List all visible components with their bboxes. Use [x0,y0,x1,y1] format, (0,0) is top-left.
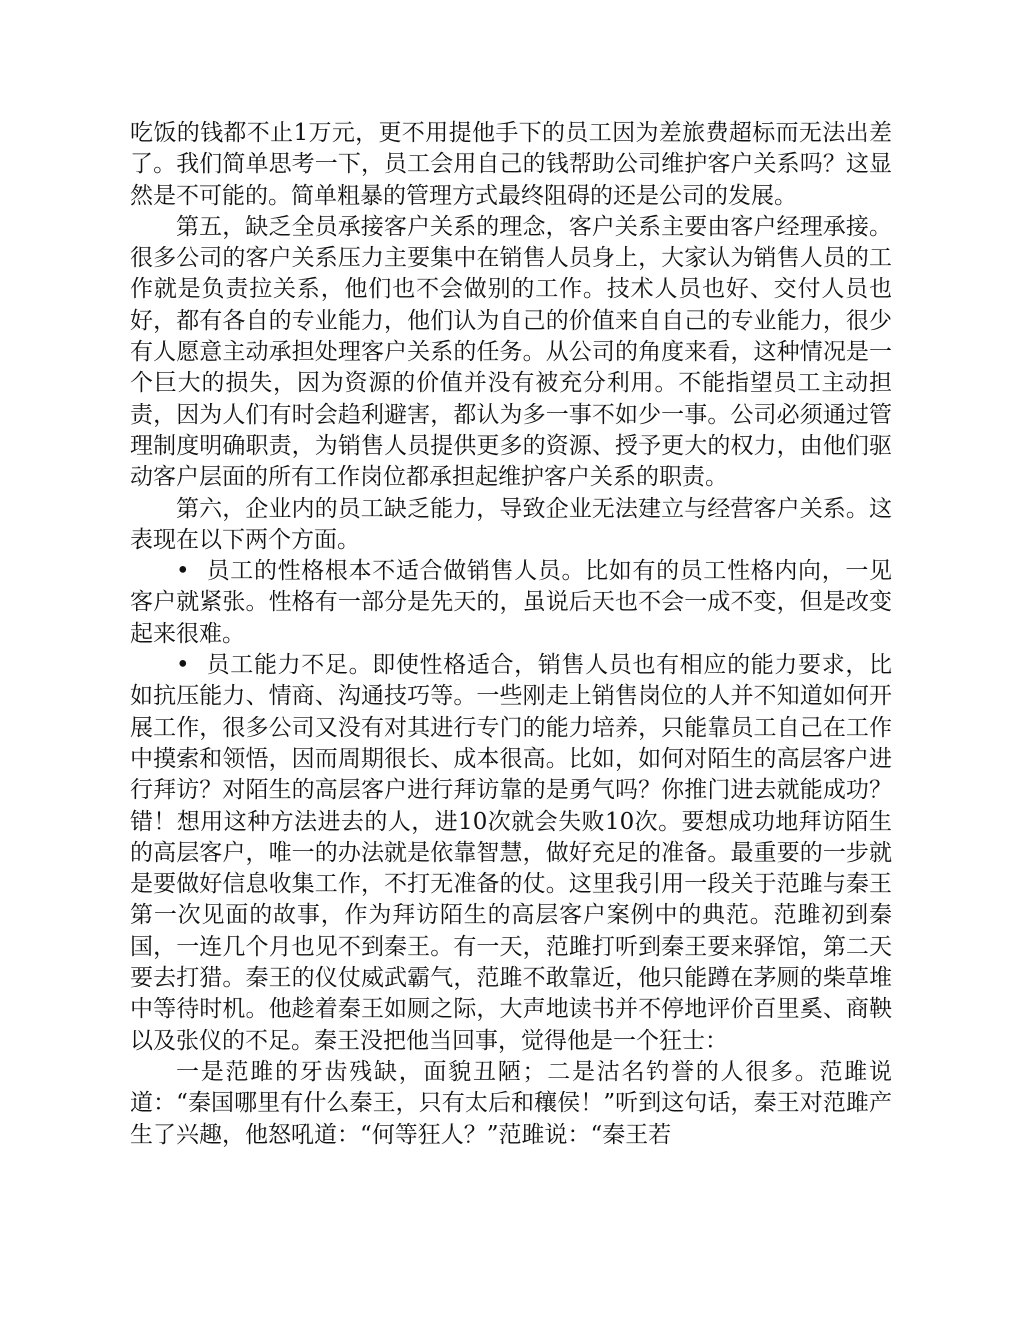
bullet-item-text: 员工能力不足。即使性格适合，销售人员也有相应的能力要求，比如抗压能力、情商、沟通技巧等。一些刚走上销售岗位的人并不知道如何开展工作，很多公司又没有对其进行专门的能力培养，只能靠员工自己在工作中摸索和领悟，因而周期很长、成本很高。比如，如何对陌生的高层客户进行拜访？对陌生的高层客户进行拜访靠的是勇气吗？你推门进去就能成功？错！想用这种方法进去的人，进10次就会失败10次。要想成功地拜访陌生的高层客户，唯一的办法就是依靠智慧，做好充足的准备。最重要的一步就是要做好信息收集工作，不打无准备的仗。这里我引用一段关于范雎与秦王第一次见面的故事，作为拜访陌生的高层客户案例中的典范。范雎初到秦国，一连几个月也见不到秦王。有一天，范雎打听到秦王要来驿馆，第二天要去打猎。秦王的仪仗威武霸气，范雎不敢靠近，他只能蹲在茅厕的柴草堆中等待时机。他趁着秦王如厕之际，大声地读书并不停地评价百里奚、商鞅以及张仪的不足。秦王没把他当回事，觉得他是一个狂士： [130,652,892,1054]
bullet-item-personality [130,556,892,650]
paragraph-sixth-point: 第六，企业内的员工缺乏能力，导致企业无法建立与经营客户关系。这表现在以下两个方面。 [130,495,892,553]
paragraph-fifth-point: 第五，缺乏全员承接客户关系的理念，客户关系主要由客户经理承接。很多公司的客户关系压力主要集中在销售人员身上，大家认为销售人员的工作就是负责拉关系，他们也不会做别的工作。技术人员也好、交付人员也好，都有各自的专业能力，他们认为自己的价值来自自己的专业能力，很少有人愿意主动承担处理客户关系的任务。从公司的角度来看，这种情况是一个巨大的损失，因为资源的价值并没有被充分利用。不能指望员工主动担责，因为人们有时会趋利避害，都认为多一事不如少一事。公司必须通过管理制度明确职责，为销售人员提供更多的资源、授予更大的权力，由他们驱动客户层面的所有工作岗位都承担起维护客户关系的职责。 [130,213,892,491]
paragraph-story-continuation: 一是范雎的牙齿残缺，面貌丑陋；二是沽名钓誉的人很多。范雎说道：“秦国哪里有什么秦王，只有太后和穰侯！”听到这句话，秦王对范雎产生了兴趣，他怒吼道：“何等狂人？”范雎说：“秦王若 [130,1058,892,1148]
bullet-item-text: 员工的性格根本不适合做销售人员。比如有的员工性格内向，一见客户就紧张。性格有一部分是先天的，虽说后天也不会一成不变，但是改变起来很难。 [130,558,892,647]
bullet-item-ability [130,650,892,1057]
paragraph-continuation: 吃饭的钱都不止1万元，更不用提他手下的员工因为差旅费超标而无法出差了。我们简单思考一下，员工会用自己的钱帮助公司维护客户关系吗？这显然是不可能的。简单粗暴的管理方式最终阻碍的还是公司的发展。 [130,120,892,209]
document-page [130,118,892,1151]
bullet-icon: • [176,558,190,585]
bullet-icon: • [176,652,190,679]
